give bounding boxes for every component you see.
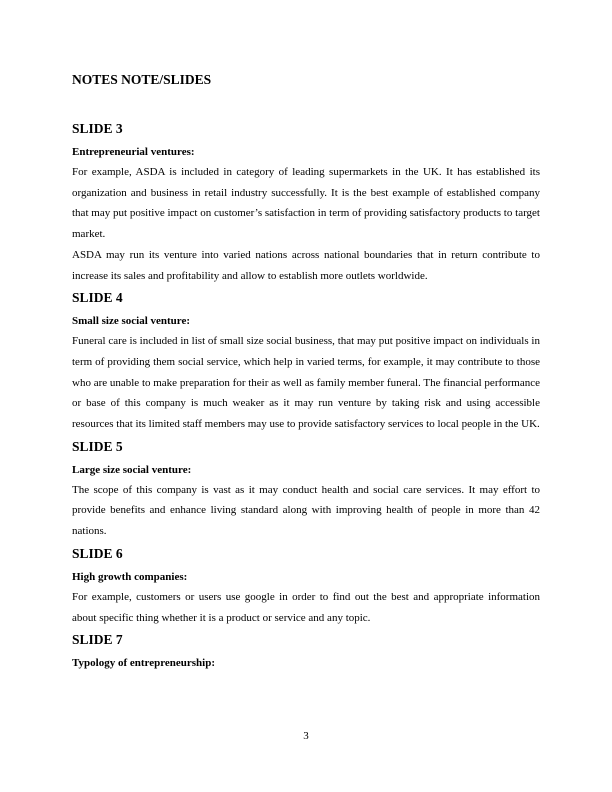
slide-heading: SLIDE 7: [72, 632, 123, 648]
slide-subheading: Small size social venture:: [72, 315, 191, 328]
slide-subheading: Typology of entrepreneurship:: [72, 657, 216, 670]
document-title: NOTES NOTE/SLIDES: [72, 72, 212, 87]
page-content: [72, 72, 540, 673]
slide-subheading: Entrepreneurial ventures:: [72, 146, 195, 158]
slide-6-section: [72, 546, 540, 628]
page-number: 3: [303, 730, 309, 742]
slide-3-section: [72, 121, 540, 286]
slide-heading: SLIDE 5: [72, 438, 123, 454]
slide-paragraph: For example, ASDA is included in category of leading supermarkets in the UK. It has established its organization and business in retail industry successfully. It is the best example of established company that may put positive impact on customer’s satisfaction in term of providing satisfactory products to target market.: [72, 166, 540, 241]
slide-paragraph: ASDA may run its venture into varied nations across national boundaries that in return contribute to increase its sales and profitability and allow to establish more outlets worldwide.: [72, 248, 540, 282]
slide-heading: SLIDE 3: [72, 121, 123, 136]
slide-paragraph: For example, customers or users use google in order to find out the best and appropriate information about specific thing whether it is a product or service and any topic.: [72, 590, 540, 624]
slide-paragraph: The scope of this company is vast as it may conduct health and social care services. It may effort to provide benefits and enhance living standard along with improving health of people in more than 42 nations.: [72, 483, 540, 538]
slide-subheading: High growth companies:: [72, 570, 188, 583]
slide-7-section: [72, 632, 540, 673]
slide-heading: SLIDE 6: [72, 545, 123, 561]
slide-subheading: Large size social venture:: [72, 463, 192, 476]
slide-5-section: [72, 439, 540, 542]
slide-paragraph: Funeral care is included in list of small size social business, that may put positive impact on individuals in term of providing them social service, which help in varied terms, for example, it may contribute to those who are unable to make preparation for their as well as family member funeral. The financial performance or base of this company is much weaker as it may run venture by taking risk and using accessible resources that its limited staff members may use to provide satisfactory services to local people in the UK.: [72, 335, 541, 431]
slide-4-section: [72, 290, 540, 435]
slide-heading: SLIDE 4: [72, 290, 123, 306]
